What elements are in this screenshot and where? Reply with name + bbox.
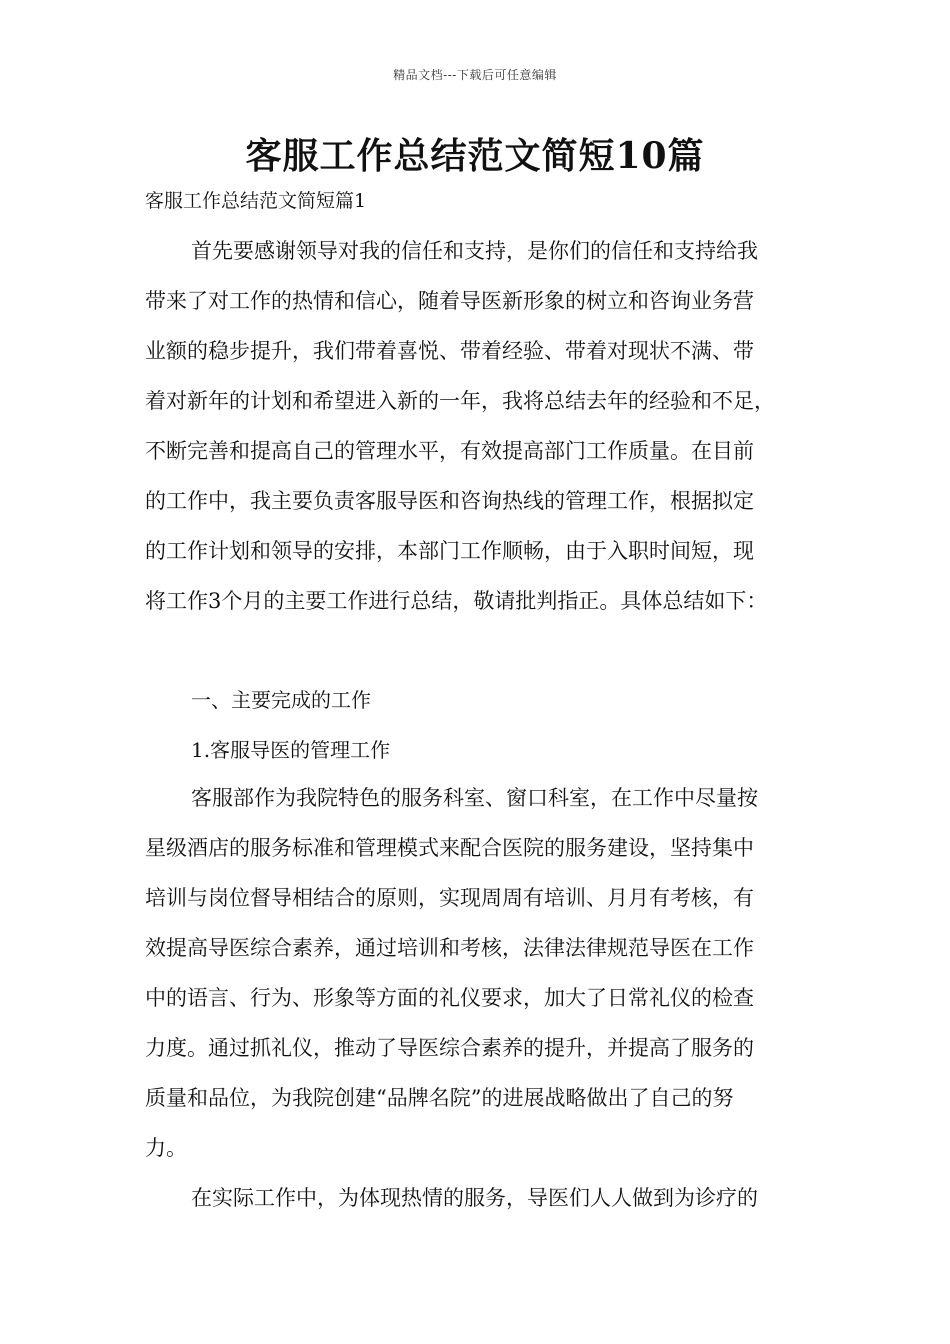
paragraph-line: 业额的稳步提升，我们带着喜悦、带着经验、带着对现状不满、带 xyxy=(145,339,754,363)
paragraph-line: 的工作中，我主要负责客服导医和咨询热线的管理工作，根据拟定 xyxy=(145,489,754,513)
paragraph-line: 将工作3个月的主要工作进行总结，敬请批判指正。具体总结如下： xyxy=(145,589,768,613)
document-subtitle: 客服工作总结范文简短篇1 xyxy=(145,190,367,212)
paragraph-line: 中的语言、行为、形象等方面的礼仪要求，加大了日常礼仪的检查 xyxy=(145,986,754,1010)
header-note: 精品文档---下载后可任意编辑 xyxy=(393,68,557,82)
paragraph-line: 力度。通过抓礼仪，推动了导医综合素养的提升，并提高了服务的 xyxy=(145,1036,754,1060)
paragraph-line: 星级酒店的服务标准和管理模式来配合医院的服务建设，坚持集中 xyxy=(145,836,754,860)
paragraph-line: 客服部作为我院特色的服务科室、窗口科室，在工作中尽量按 xyxy=(191,786,758,810)
subsection-heading: 1.客服导医的管理工作 xyxy=(191,738,391,762)
paragraph-line: 带来了对工作的热情和信心，随着导医新形象的树立和咨询业务营 xyxy=(145,289,754,313)
paragraph-1 xyxy=(145,226,825,626)
paragraph-line: 着对新年的计划和希望进入新的一年，我将总结去年的经验和不足， xyxy=(145,389,775,413)
paragraph-2 xyxy=(145,773,825,1173)
paragraph-3 xyxy=(145,1173,825,1223)
document-title: 客服工作总结范文简短10篇 xyxy=(245,135,705,177)
paragraph-line: 培训与岗位督导相结合的原则，实现周周有培训、月月有考核，有 xyxy=(145,886,754,910)
paragraph-line: 效提高导医综合素养，通过培训和考核，法律法律规范导医在工作 xyxy=(145,936,754,960)
paragraph-line: 质量和品位，为我院创建“品牌名院”的进展战略做出了自己的努 xyxy=(145,1086,734,1110)
paragraph-line: 的工作计划和领导的安排，本部门工作顺畅，由于入职时间短，现 xyxy=(145,539,754,563)
paragraph-line: 不断完善和提高自己的管理水平，有效提高部门工作质量。在目前 xyxy=(145,439,754,463)
section-heading: 一、主要完成的工作 xyxy=(191,688,371,712)
paragraph-line: 力。 xyxy=(145,1136,187,1160)
paragraph-line: 首先要感谢领导对我的信任和支持，是你们的信任和支持给我 xyxy=(191,239,758,263)
paragraph-line: 在实际工作中，为体现热情的服务，导医们人人做到为诊疗的 xyxy=(191,1186,758,1210)
